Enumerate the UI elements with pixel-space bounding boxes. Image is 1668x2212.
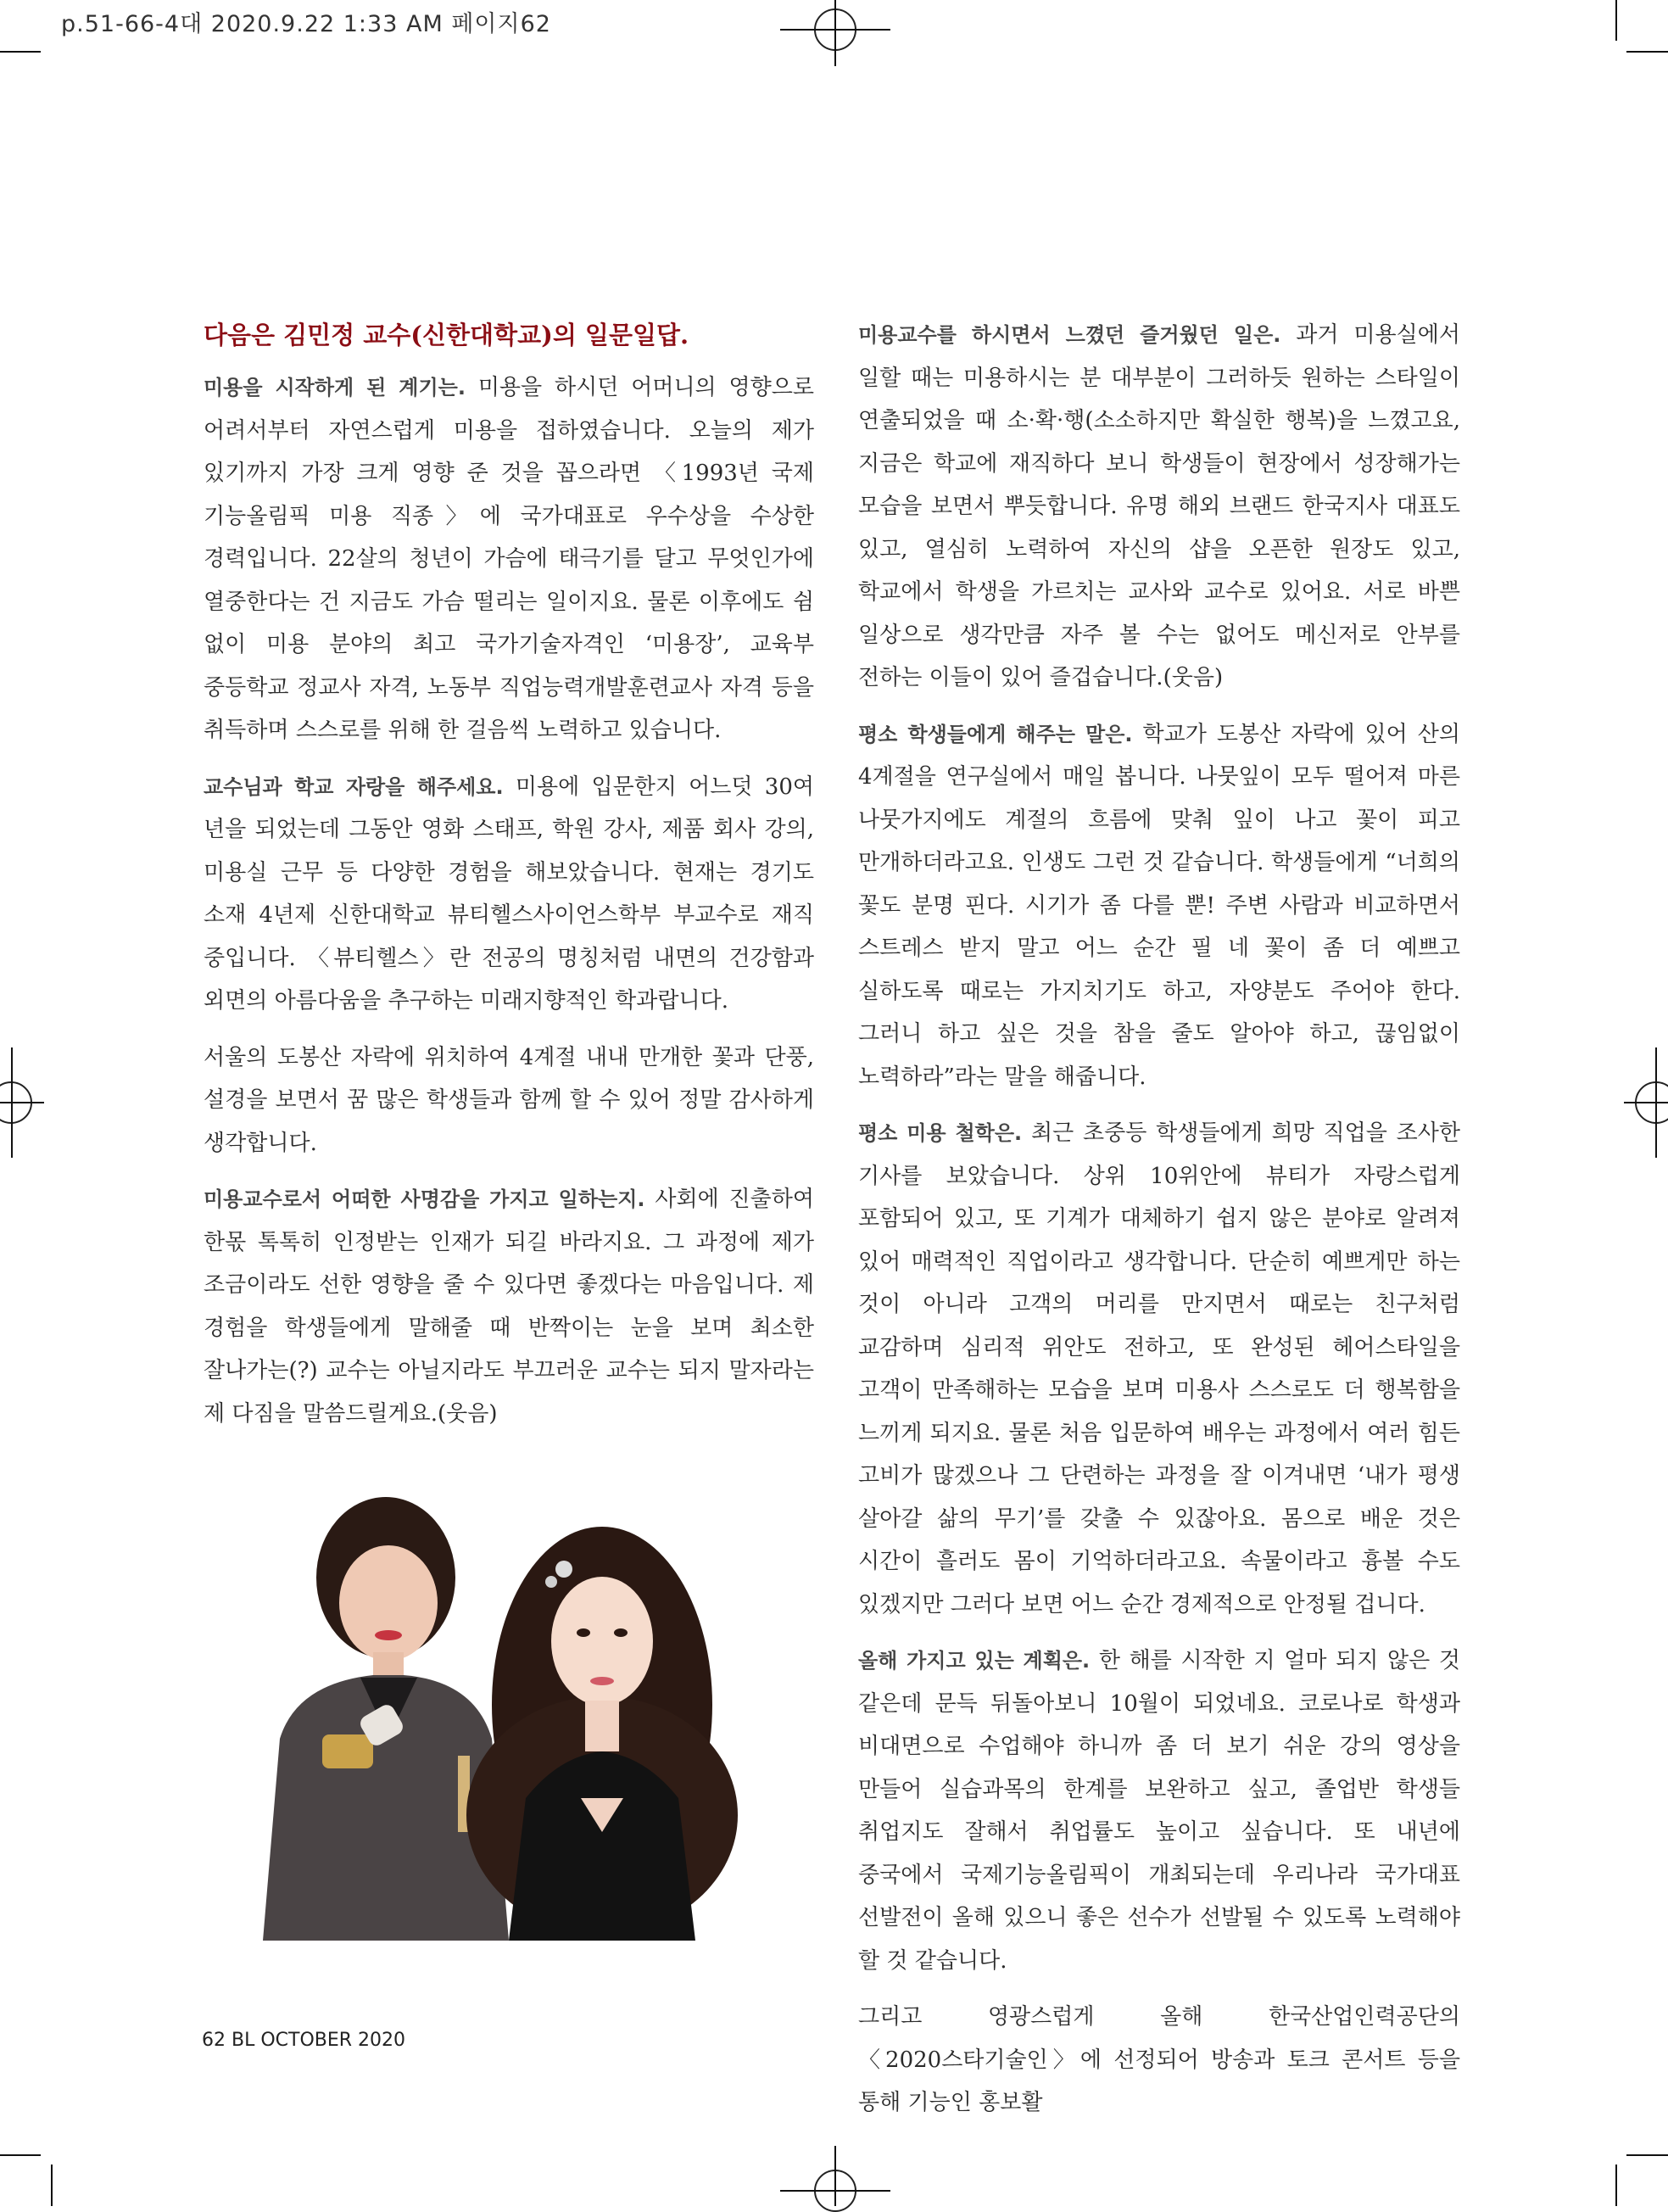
question-lead: 올해 가지고 있는 계획은. — [858, 1649, 1091, 1673]
answer-text: 서울의 도봉산 자락에 위치하여 4계절 내내 만개한 꽃과 단풍, 설경을 보면서 꿈 많은 학생들과 함께 할 수 있어 정말 감사하게 생각합니다. — [204, 1044, 814, 1156]
crop-mark-bottom-left-h — [0, 2154, 41, 2156]
question-lead: 미용교수를 하시면서 느꼈던 즐거웠던 일은. — [858, 323, 1281, 347]
photo-illustration — [204, 1459, 812, 1941]
registration-line-left-v — [11, 1047, 13, 1158]
answer-text: 미용에 입문한지 어느덧 30여 년을 되었는데 그동안 영화 스태프, 학원 강사, 제품 회사 강의, 미용실 근무 등 다양한 경험을 해보았습니다. 현재는 경기도 소재 4년제 신한대학교 뷰티헬스사이언스학부 부교수로 재직 중입니다. 〈뷰티헬스〉란 전공의 명칭처럼 내면의 건강함과 외면의 아름다움을 추구하는 미래지향적인 학과랍니다. — [204, 774, 814, 1014]
crop-mark-top-right-v — [1615, 0, 1617, 41]
article-paragraph — [858, 1639, 1460, 1982]
registration-line-left-h — [0, 1102, 44, 1103]
answer-text: 미용을 하시던 어머니의 영향으로 어려서부터 자연스럽게 미용을 접하였습니다. 오늘의 제가 있기까지 가장 크게 영향 준 것을 꼽으라면 〈1993년 국제 기능올림픽 미용 직종〉에 국가대표로 우수상을 수상한 경력입니다. 22살의 청년이 가슴에 태극기를 달고 무엇인가에 열중한다는 건 지금도 가슴 떨리는 일이지요. 물론 이후에도 쉼 없이 미용 분야의 최고 국가기술자격인 ‘미용장’, 교육부 중등학교 정교사 자격, 노동부 직업능력개발훈련교사 자격 등을 취득하며 스스로를 위해 한 걸음씩 노력하고 있습니다. — [204, 375, 814, 743]
crop-mark-bottom-right-v — [1615, 2165, 1617, 2206]
right-column — [858, 314, 1460, 2138]
question-lead: 평소 미용 철학은. — [858, 1121, 1023, 1145]
crop-mark-bottom-right-h — [1626, 2154, 1668, 2156]
article-paragraph — [204, 1036, 814, 1165]
registration-line-right-h — [1624, 1102, 1668, 1103]
question-lead: 미용교수로서 어떠한 사명감을 가지고 일하는지. — [204, 1187, 645, 1211]
crop-mark-top-right-h — [1626, 51, 1668, 53]
answer-text: 한 해를 시작한 지 얼마 되지 않은 것 같은데 문득 뒤돌아보니 10월이 되었네요. 코로나로 학생과 비대면으로 수업해야 하니까 좀 더 보기 쉬운 강의 영상을 만들어 실습과목의 한계를 보완하고 싶고, 졸업반 학생들 취업지도 잘해서 취업률도 높이고 싶습니다. 또 내년에 중국에서 국제기능올림픽이 개최되는데 우리나라 국가대표 선발전이 올해 있으니 좋은 선수가 선발될 수 있도록 노력해야 할 것 같습니다. — [858, 1648, 1460, 1974]
crop-mark-top-left-h — [0, 51, 41, 53]
answer-text: 최근 초중등 학생들에게 희망 직업을 조사한 기사를 보았습니다. 상위 10위안에 뷰티가 자랑스럽게 포함되어 있고, 또 기계가 대체하기 쉽지 않은 분야로 알려져 있어 매력적인 직업이라고 생각합니다. 단순히 예쁘게만 하는 것이 아니라 고객의 머리를 만지면서 때로는 친구처럼 교감하며 심리적 위안도 전하고, 또 완성된 헤어스타일을 고객이 만족해하는 모습을 보며 미용사 스스로도 더 행복함을 느끼게 되지요. 물론 처음 입문하여 배우는 과정에서 여러 힘든 고비가 많겠으나 그 단련하는 과정을 잘 이겨내면 ‘내가 평생 살아갈 삶의 무기’를 갖출 수 있잖아요. 몸으로 배운 것은 시간이 흘러도 몸이 기억하더라고요. 속물이라고 흉볼 수도 있겠지만 그러다 보면 어느 순간 경제적으로 안정될 겁니다. — [858, 1120, 1460, 1617]
print-slug: p.51-66-4대 2020.9.22 1:33 AM 페이지62 — [61, 11, 551, 37]
answer-text: 과거 미용실에서 일할 때는 미용하시는 분 대부분이 그러하듯 원하는 스타일이 연출되었을 때 소·확·행(소소하지만 확실한 행복)을 느꼈고요, 지금은 학교에 재직하다 보니 학생들이 현장에서 성장해가는 모습을 보면서 뿌듯합니다. 유명 해외 브랜드 한국지사 대표도 있고, 열심히 노력하여 자신의 샵을 오픈한 원장도 있고, 학교에서 학생을 가르치는 교사와 교수로 있어요. 서로 바쁜 일상으로 생각만큼 자주 볼 수는 없어도 메신저로 안부를 전하는 이들이 있어 즐겁습니다.(웃음) — [858, 322, 1460, 690]
intro-heading: 다음은 김민정 교수(신한대학교)의 일문일답. — [204, 321, 689, 349]
question-lead: 미용을 시작하게 된 계기는. — [204, 376, 466, 399]
answer-text: 학교가 도봉산 자락에 있어 산의 4계절을 연구실에서 매일 봅니다. 나뭇잎이 모두 떨어져 마른 나뭇가지에도 계절의 흐름에 맞춰 잎이 나고 꽃이 피고 만개하더라고요. 인생도 그런 것 같습니다. 학생들에게 “너희의 꽃도 분명 핀다. 시기가 좀 다를 뿐! 주변 사람과 비교하면서 스트레스 받지 말고 어느 순간 필 네 꽃이 좀 더 예쁘고 실하도록 때로는 가지치기도 하고, 자양분도 주어야 한다. 그러니 하고 싶은 것을 참을 줄도 알아야 하고, 끊임없이 노력하라”라는 말을 해줍니다. — [858, 721, 1460, 1090]
question-lead: 평소 학생들에게 해주는 말은. — [858, 722, 1133, 746]
registration-line-right-v — [1655, 1047, 1657, 1158]
article-paragraph — [858, 713, 1460, 1099]
crop-mark-bottom-left-v — [51, 2165, 53, 2206]
registration-line-bottom-v — [834, 2146, 836, 2206]
answer-text: 사회에 진출하여 한몫 톡톡히 인정받는 인재가 되길 바라지요. 그 과정에 제가 조금이라도 선한 영향을 줄 수 있다면 좋겠다는 마음입니다. 제 경험을 학생들에게 말해줄 때 반짝이는 눈을 보며 최소한 잘나가는(?) 교수는 아닐지라도 부끄러운 교수는 되지 말자라는 제 다짐을 말씀드릴게요.(웃음) — [204, 1187, 815, 1427]
left-paragraphs — [204, 366, 814, 1435]
article-paragraph — [204, 366, 814, 752]
article-paragraph — [858, 1996, 1460, 2125]
question-lead: 교수님과 학교 자랑을 해주세요. — [204, 774, 504, 799]
article-paragraph — [204, 766, 814, 1023]
article-paragraph — [204, 1178, 814, 1435]
page-footer: 62 BL OCTOBER 2020 — [202, 2030, 406, 2051]
registration-line-top-v — [834, 0, 836, 66]
article-paragraph — [858, 1112, 1460, 1626]
left-column — [204, 314, 814, 1449]
right-paragraphs — [858, 314, 1460, 2125]
answer-text: 그리고 영광스럽게 올해 한국산업인력공단의 〈2020스타기술인〉에 선정되어 방송과 토크 콘서트 등을 통해 기능인 홍보활 — [858, 2004, 1460, 2115]
interview-photo — [204, 1459, 812, 1941]
article-paragraph — [858, 314, 1460, 700]
